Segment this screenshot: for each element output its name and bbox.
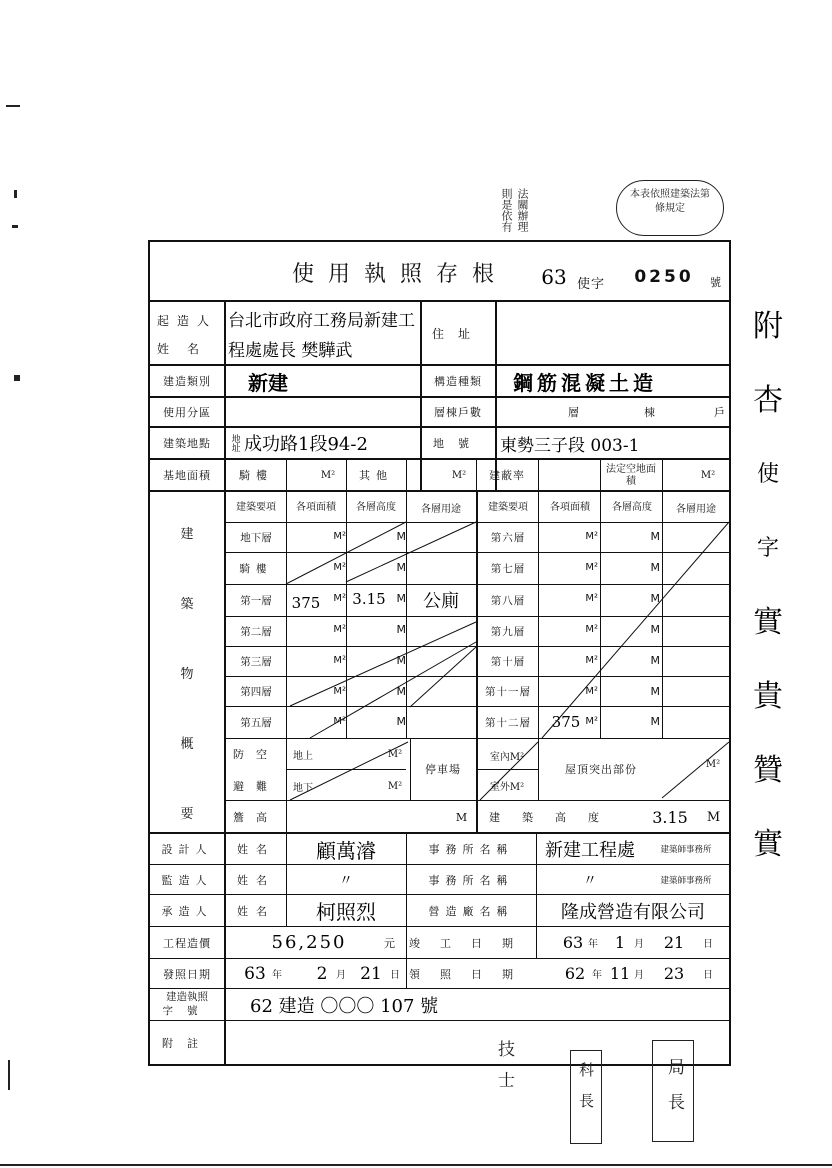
right-unit-marks xyxy=(578,522,598,738)
permit-suffix: 號 xyxy=(710,276,722,289)
left-height-marks xyxy=(388,522,406,738)
unit-m: M xyxy=(650,560,660,574)
issue-year-unit: 年 xyxy=(272,970,282,981)
top-note-b xyxy=(516,188,529,232)
rm-c3: 使 xyxy=(756,462,779,487)
receive-month: 11 xyxy=(609,964,631,983)
contractor-firm-label: 營造廠名稱 xyxy=(428,904,514,918)
building-height-value: 3.15 xyxy=(652,807,688,827)
floor1-area: 375 xyxy=(291,594,321,612)
legal-open-unit: M² xyxy=(700,469,716,481)
receive-label: 領照日期 xyxy=(409,967,533,981)
top-note-col2: 依有 xyxy=(500,210,513,232)
floor-name: 第二層 xyxy=(240,625,272,638)
floor-name: 第六層 xyxy=(490,531,526,544)
unit-m: M xyxy=(396,653,406,667)
roof-unit: M² xyxy=(705,758,721,770)
unit-m2: M² xyxy=(333,654,346,666)
form-title: 使用執照存根 xyxy=(291,261,508,287)
unit-m: M xyxy=(650,530,660,543)
bottom-rule xyxy=(0,1164,832,1166)
hdr-area-l: 各項面積 xyxy=(296,501,336,513)
issue-month-unit: 月 xyxy=(336,970,346,981)
coverage-label: 建蔽率 xyxy=(489,469,525,482)
hdr-use-l: 各層用途 xyxy=(421,503,461,515)
rm-c5: 實 xyxy=(753,605,783,640)
supervisor-office-tail: 建築師事務所 xyxy=(660,875,712,886)
arcade-label: 騎樓 xyxy=(239,469,273,482)
contractor-name-label: 姓名 xyxy=(237,904,275,918)
shelter-above-unit: M² xyxy=(387,748,403,760)
floor-name: 騎樓 xyxy=(239,563,273,575)
applicant-label-bottom: 姓名 xyxy=(156,341,217,356)
use-zone-label: 使用分區 xyxy=(163,406,211,419)
floor-name: 第九層 xyxy=(490,625,526,638)
applicant-line2: 程處處長 樊驊武 xyxy=(228,340,353,361)
supervisor-name-label: 姓名 xyxy=(237,873,275,887)
top-note-col1: 則是 xyxy=(500,188,513,210)
finish-month: 1 xyxy=(614,933,626,952)
unit-m: M xyxy=(650,622,660,636)
bldg-value: 棟 xyxy=(644,406,656,419)
floor1-use: 公廁 xyxy=(423,591,459,612)
permit-prefix: 63 xyxy=(541,265,567,289)
unit-m2: M² xyxy=(585,654,598,666)
supervisor-name: 〃 xyxy=(339,872,353,889)
addr-prefix: 地址 xyxy=(229,434,240,452)
designer-label: 設計人 xyxy=(161,843,213,856)
scan-mark xyxy=(6,105,20,107)
designer-office: 新建工程處 xyxy=(545,840,635,861)
top-note-col3: 法關 xyxy=(516,188,529,210)
cost-unit: 元 xyxy=(384,936,396,950)
unit-m: M xyxy=(396,560,406,574)
permit-ref-label-2: 字號 xyxy=(162,1005,212,1017)
unit-m2: M² xyxy=(333,592,346,604)
unit-m2: M² xyxy=(333,531,346,542)
designer-name-label: 姓名 xyxy=(237,843,275,856)
unit-m2: M² xyxy=(585,592,598,604)
side-char-4: 概 xyxy=(180,737,194,752)
lot-label: 地號 xyxy=(433,437,483,450)
side-char-5: 要 xyxy=(180,807,194,822)
right-height-marks xyxy=(640,522,660,738)
scan-mark xyxy=(8,1060,20,1090)
address-label: 住址 xyxy=(431,326,484,341)
remarks-label: 附註 xyxy=(162,1037,212,1050)
unit-m2: M² xyxy=(333,623,346,635)
scan-mark xyxy=(14,375,20,381)
floor-name: 第四層 xyxy=(240,685,272,698)
contractor-name: 柯照烈 xyxy=(316,900,376,924)
other-label: 其他 xyxy=(359,469,393,482)
receive-day: 23 xyxy=(663,964,685,983)
floor-name: 地下層 xyxy=(240,531,272,544)
permit-ref-label-1: 建造執照 xyxy=(166,991,208,1003)
top-note-col4: 辦理 xyxy=(516,210,529,232)
address-value xyxy=(498,304,726,362)
parking-outdoor: 室外M² xyxy=(489,781,525,793)
rm-c7: 贊 xyxy=(753,753,783,788)
floor-name: 第三層 xyxy=(240,655,272,668)
supervisor-office-label: 事務所名稱 xyxy=(428,873,514,887)
hdr-height-l: 各層高度 xyxy=(356,501,396,513)
side-char-3: 物 xyxy=(180,667,194,682)
location-label: 建築地點 xyxy=(163,437,211,450)
issue-day: 21 xyxy=(360,963,382,984)
left-unit-marks xyxy=(326,522,346,738)
unit-m2: M² xyxy=(333,716,346,728)
designer-name: 顧萬濬 xyxy=(316,838,376,863)
top-stamp-line2: 條規定 xyxy=(655,203,685,214)
designer-office-tail: 建築師事務所 xyxy=(660,845,712,855)
unit-m: M xyxy=(650,591,660,605)
permit-ref-value: 62 建造 〇〇〇 107 號 xyxy=(250,996,439,1017)
unit-m2: M² xyxy=(333,685,346,697)
shelter-above: 地上 xyxy=(293,750,313,762)
address-street: 成功路1段94-2 xyxy=(244,434,368,455)
issue-day-unit: 日 xyxy=(390,970,400,981)
applicant-label-top: 起造人 xyxy=(156,313,217,328)
side-char-1: 建 xyxy=(180,527,194,542)
floors-label: 層棟戶數 xyxy=(434,406,482,419)
finish-year: 63 xyxy=(562,933,584,952)
floor-name: 第十層 xyxy=(490,655,526,668)
issue-month: 2 xyxy=(316,963,328,984)
unit-m2: M² xyxy=(333,561,346,573)
floor-name: 第一層 xyxy=(240,594,272,607)
unit-m: M xyxy=(396,715,406,729)
unit-m: M xyxy=(650,684,660,698)
hdr-area-r: 各項面積 xyxy=(550,501,590,513)
other-unit: M² xyxy=(451,469,467,481)
floor1-height: 3.15 xyxy=(352,590,386,608)
roof-label: 屋頂突出部份 xyxy=(565,763,637,776)
issue-label: 發照日期 xyxy=(163,967,211,981)
rm-c8: 實 xyxy=(753,827,783,862)
permit-stub-form xyxy=(148,240,731,1066)
units-value: 戶 xyxy=(714,406,726,419)
building-type-value: 新建 xyxy=(248,370,288,395)
unit-m2: M² xyxy=(585,561,598,573)
use-zone-value xyxy=(228,398,418,426)
finish-month-unit: 月 xyxy=(634,939,644,950)
unit-m2: M² xyxy=(585,531,598,542)
building-height-unit: M xyxy=(706,809,722,825)
parking-label: 停車場 xyxy=(425,763,461,776)
top-stamp-text xyxy=(624,188,716,216)
scan-mark xyxy=(14,190,17,198)
floor-name: 第十二層 xyxy=(485,716,531,729)
floor-name: 第十一層 xyxy=(485,685,531,698)
unit-m2: M² xyxy=(585,716,598,728)
building-side-label xyxy=(150,500,224,850)
stamp-section-chief: 科長 xyxy=(577,1062,595,1124)
finish-day-unit: 日 xyxy=(703,939,713,950)
stamp-technician: 技士 xyxy=(494,1040,514,1102)
unit-m: M xyxy=(650,715,660,729)
unit-m: M xyxy=(396,622,406,636)
building-type-label: 建造類別 xyxy=(163,375,211,388)
permit-mid: 使字 xyxy=(576,276,605,292)
structure-label: 構造種類 xyxy=(434,375,482,388)
shelter-label-2: 避難 xyxy=(233,780,279,793)
rm-c1: 附 xyxy=(753,309,783,344)
hdr-item-r: 建築要項 xyxy=(488,501,528,513)
supervisor-label: 監造人 xyxy=(161,873,213,887)
hdr-item-l: 建築要項 xyxy=(236,501,276,513)
total-area: 375 xyxy=(551,713,581,731)
cost-value: 56,250 xyxy=(271,932,347,953)
shelter-below-unit: M² xyxy=(387,780,403,792)
stamp-director: 局長 xyxy=(664,1058,684,1128)
parking-indoor: 室內M² xyxy=(489,751,525,763)
unit-m: M xyxy=(396,591,406,605)
hdr-height-r: 各層高度 xyxy=(612,501,652,513)
floor-name: 第七層 xyxy=(490,563,526,575)
supervisor-office: 〃 xyxy=(583,872,597,889)
eave-label: 簷高 xyxy=(233,811,279,824)
rm-c4: 字 xyxy=(756,536,779,561)
scan-mark xyxy=(12,225,18,228)
finish-year-unit: 年 xyxy=(588,939,598,950)
rm-c6: 貴 xyxy=(753,679,783,714)
finish-day: 21 xyxy=(663,933,685,952)
receive-year-unit: 年 xyxy=(592,970,602,981)
finish-label: 竣工日期 xyxy=(409,936,533,950)
floor-name: 第五層 xyxy=(240,716,272,729)
applicant-line1: 台北市政府工務局新建工 xyxy=(228,310,415,331)
receive-day-unit: 日 xyxy=(703,970,713,981)
hdr-use-r: 各層用途 xyxy=(676,503,716,515)
permit-number: 0250 xyxy=(634,267,694,287)
designer-office-label: 事務所名稱 xyxy=(428,843,514,856)
unit-m2: M² xyxy=(585,685,598,697)
unit-m2: M² xyxy=(585,623,598,635)
legal-open-label: 法定空地面積 xyxy=(606,464,656,487)
receive-year: 62 xyxy=(564,964,586,983)
side-char-2: 築 xyxy=(180,597,194,612)
permit-ref-label xyxy=(150,990,224,1020)
contractor-label: 承造人 xyxy=(161,904,213,918)
floors-value: 層 xyxy=(568,406,580,419)
lot-value: 東勢三子段 003-1 xyxy=(500,435,640,456)
unit-m: M xyxy=(650,653,660,667)
unit-m: M xyxy=(396,684,406,698)
rm-c2: 杏 xyxy=(753,383,783,418)
shelter-below: 地下 xyxy=(293,782,313,794)
contractor-firm: 隆成營造有限公司 xyxy=(561,901,705,923)
receive-month-unit: 月 xyxy=(634,970,644,981)
top-stamp-line1: 本表依照建築法第 xyxy=(630,189,710,200)
issue-year: 63 xyxy=(244,963,266,984)
cost-label: 工程造價 xyxy=(163,936,211,950)
shelter-label-1: 防空 xyxy=(233,748,279,761)
top-note xyxy=(500,188,513,232)
floor-name: 第八層 xyxy=(490,594,526,607)
eave-unit: M xyxy=(455,810,469,824)
site-area-label: 基地面積 xyxy=(163,469,211,482)
arcade-unit: M² xyxy=(320,469,336,481)
building-height-label: 建築高度 xyxy=(489,811,621,824)
right-margin-notes xyxy=(748,290,788,882)
unit-m: M xyxy=(396,530,406,543)
structure-value: 鋼筋混凝土造 xyxy=(513,370,657,395)
